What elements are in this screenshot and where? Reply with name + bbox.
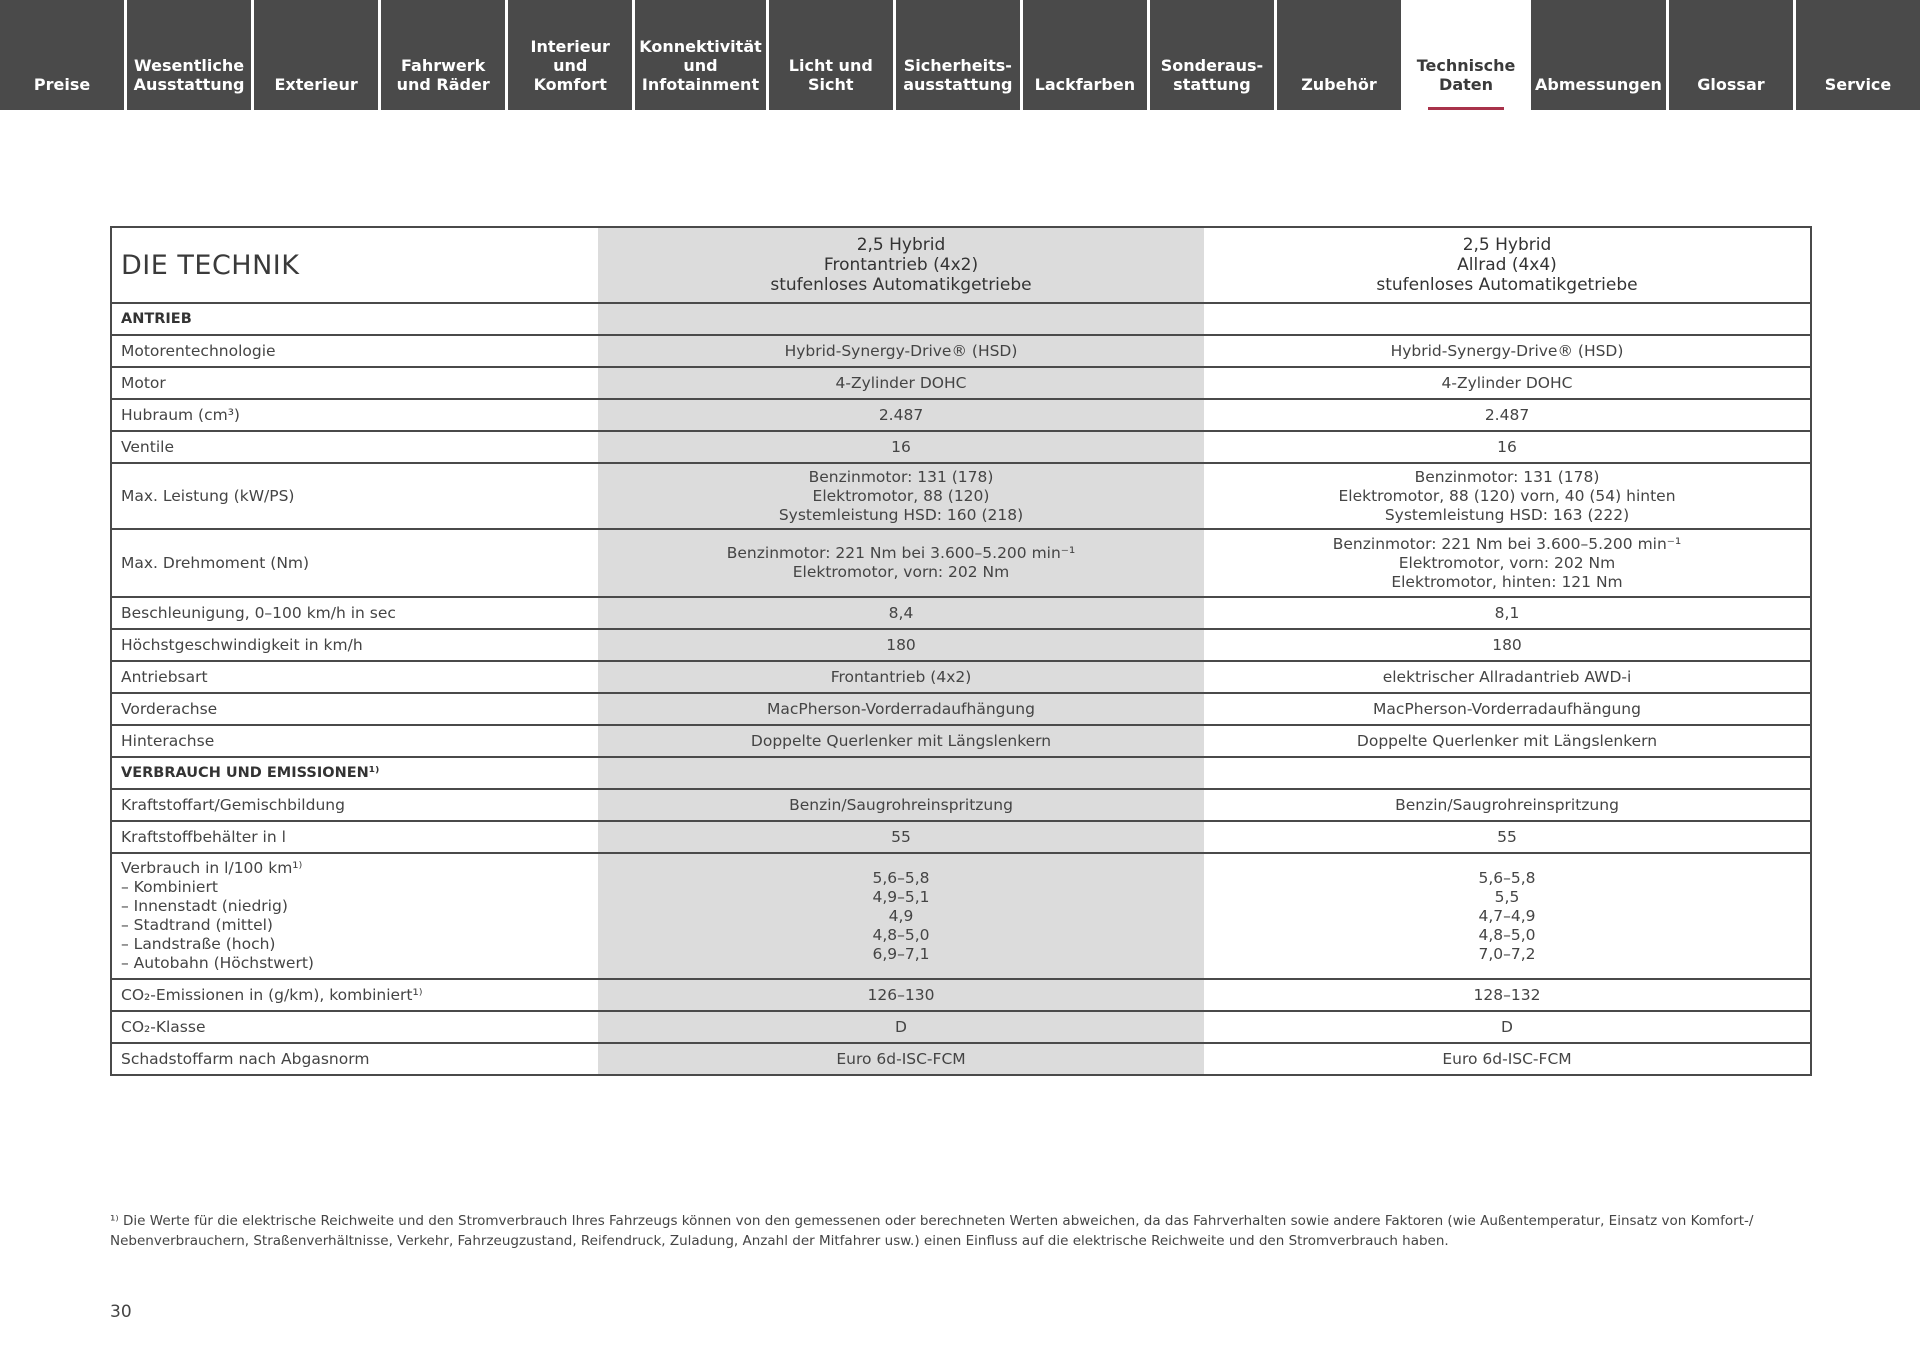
value-4x2: 180 [598, 629, 1204, 661]
top-navigation [0, 0, 1920, 110]
table-row [111, 597, 1811, 629]
table-row [111, 821, 1811, 853]
value-4x2: Hybrid-Synergy-Drive® (HSD) [598, 335, 1204, 367]
row-label: Schadstoffarm nach Abgasnorm [111, 1043, 598, 1075]
tech-data-table [110, 226, 1812, 1076]
table-row [111, 1043, 1811, 1075]
tab-interieur-und-komfort[interactable]: Interieur und Komfort [508, 0, 632, 110]
value-4x4: 128–132 [1204, 979, 1811, 1011]
column-header-4x2: 2,5 Hybrid Frontantrieb (4x2) stufenloses Automatikgetriebe [598, 227, 1204, 303]
row-label: CO₂-Emissionen in (g/km), kombiniert¹⁾ [111, 979, 598, 1011]
row-label: Hubraum (cm³) [111, 399, 598, 431]
tab-licht-und-sicht[interactable]: Licht und Sicht [769, 0, 893, 110]
value-4x4: Benzinmotor: 131 (178) Elektromotor, 88 (120) vorn, 40 (54) hinten Systemleistung HSD: 163 (222) [1204, 463, 1811, 529]
tab-sonderausstattung[interactable]: Sonderaus- stattung [1150, 0, 1274, 110]
row-label: Antriebsart [111, 661, 598, 693]
value-4x2: 2.487 [598, 399, 1204, 431]
table-row [111, 399, 1811, 431]
row-label: Kraftstoffart/Gemischbildung [111, 789, 598, 821]
row-label: Verbrauch in l/100 km¹⁾ – Kombiniert – Innenstadt (niedrig) – Stadtrand (mittel) – Landstraße (hoch) – Autobahn (Höchstwert) [111, 853, 598, 979]
row-label: Beschleunigung, 0–100 km/h in sec [111, 597, 598, 629]
table-row [111, 789, 1811, 821]
row-label: Max. Leistung (kW/PS) [111, 463, 598, 529]
row-label: Höchstgeschwindigkeit in km/h [111, 629, 598, 661]
table-row [111, 661, 1811, 693]
value-4x2: D [598, 1011, 1204, 1043]
value-4x4: Doppelte Querlenker mit Längslenkern [1204, 725, 1811, 757]
row-label: Ventile [111, 431, 598, 463]
tab-technische-daten[interactable]: Technische Daten [1404, 0, 1528, 110]
value-4x4: 180 [1204, 629, 1811, 661]
value-4x4: 16 [1204, 431, 1811, 463]
table-row [111, 693, 1811, 725]
row-label: CO₂-Klasse [111, 1011, 598, 1043]
value-4x4: 2.487 [1204, 399, 1811, 431]
value-4x2: Benzinmotor: 131 (178) Elektromotor, 88 (120) Systemleistung HSD: 160 (218) [598, 463, 1204, 529]
row-label: Motor [111, 367, 598, 399]
table-row [111, 463, 1811, 529]
table-row [111, 529, 1811, 597]
column-header-4x4: 2,5 Hybrid Allrad (4x4) stufenloses Automatikgetriebe [1204, 227, 1811, 303]
tab-zubehoer[interactable]: Zubehör [1277, 0, 1401, 110]
table-row [111, 431, 1811, 463]
value-4x2: 55 [598, 821, 1204, 853]
value-4x2: Frontantrieb (4x2) [598, 661, 1204, 693]
tab-fahrwerk-und-raeder[interactable]: Fahrwerk und Räder [381, 0, 505, 110]
value-4x2: 5,6–5,8 4,9–5,1 4,9 4,8–5,0 6,9–7,1 [598, 853, 1204, 979]
value-4x4: elektrischer Allradantrieb AWD-i [1204, 661, 1811, 693]
table-row [111, 725, 1811, 757]
value-4x2: 4-Zylinder DOHC [598, 367, 1204, 399]
section-label-verbrauch: VERBRAUCH UND EMISSIONEN¹⁾ [111, 757, 598, 789]
row-label: Hinterachse [111, 725, 598, 757]
table-row [111, 979, 1811, 1011]
value-4x2: Doppelte Querlenker mit Längslenkern [598, 725, 1204, 757]
table-row [111, 1011, 1811, 1043]
tab-preise[interactable]: Preise [0, 0, 124, 110]
section-row [111, 757, 1811, 789]
table-row [111, 367, 1811, 399]
value-4x4: Benzin/Saugrohreinspritzung [1204, 789, 1811, 821]
value-4x2: 16 [598, 431, 1204, 463]
tab-abmessungen[interactable]: Abmessungen [1531, 0, 1666, 110]
section-label-antrieb: ANTRIEB [111, 303, 598, 335]
row-label: Motorentechnologie [111, 335, 598, 367]
page-number: 30 [110, 1302, 132, 1322]
table-row [111, 335, 1811, 367]
value-4x4: 55 [1204, 821, 1811, 853]
row-label: Vorderachse [111, 693, 598, 725]
value-4x2: MacPherson-Vorderradaufhängung [598, 693, 1204, 725]
row-label: Max. Drehmoment (Nm) [111, 529, 598, 597]
value-4x4: D [1204, 1011, 1811, 1043]
value-4x4: Hybrid-Synergy-Drive® (HSD) [1204, 335, 1811, 367]
table-row [111, 853, 1811, 979]
value-4x4: Benzinmotor: 221 Nm bei 3.600–5.200 min⁻¹ Elektromotor, vorn: 202 Nm Elektromotor, hinten: 121 Nm [1204, 529, 1811, 597]
value-4x4: MacPherson-Vorderradaufhängung [1204, 693, 1811, 725]
table-row [111, 629, 1811, 661]
footnote: ¹⁾ Die Werte für die elektrische Reichweite und den Stromverbrauch Ihres Fahrzeugs können von den gemessenen oder berechneten Werten abweichen, da das Fahrverhalten sowie andere Faktoren (wie Außentemperatur, Einsatz von Komfort-/ Nebenverbrauchern, Straßenverhältnisse, Verkehr, Fahrzeugzustand, Reifendruck, Zuladung, Anzahl der Mitfahrer usw.) einen Einfluss auf die elektrische Reichweite und den Stromverbrauch haben. [110, 1213, 1754, 1249]
tab-glossar[interactable]: Glossar [1669, 0, 1793, 110]
value-4x4: 4-Zylinder DOHC [1204, 367, 1811, 399]
value-4x4: 5,6–5,8 5,5 4,7–4,9 4,8–5,0 7,0–7,2 [1204, 853, 1811, 979]
value-4x4: 8,1 [1204, 597, 1811, 629]
value-4x2: 8,4 [598, 597, 1204, 629]
section-row [111, 303, 1811, 335]
value-4x2: Benzin/Saugrohreinspritzung [598, 789, 1204, 821]
tab-wesentliche-ausstattung[interactable]: Wesentliche Ausstattung [127, 0, 251, 110]
tab-lackfarben[interactable]: Lackfarben [1023, 0, 1147, 110]
value-4x2: Euro 6d-ISC-FCM [598, 1043, 1204, 1075]
tab-service[interactable]: Service [1796, 0, 1920, 110]
tab-sicherheitsausstattung[interactable]: Sicherheits- ausstattung [896, 0, 1020, 110]
table-title: DIE TECHNIK [111, 227, 598, 303]
tab-exterieur[interactable]: Exterieur [254, 0, 378, 110]
value-4x2: 126–130 [598, 979, 1204, 1011]
tab-konnektivitaet[interactable]: Konnektivität und Infotainment [635, 0, 766, 110]
value-4x4: Euro 6d-ISC-FCM [1204, 1043, 1811, 1075]
value-4x2: Benzinmotor: 221 Nm bei 3.600–5.200 min⁻¹ Elektromotor, vorn: 202 Nm [598, 529, 1204, 597]
row-label: Kraftstoffbehälter in l [111, 821, 598, 853]
